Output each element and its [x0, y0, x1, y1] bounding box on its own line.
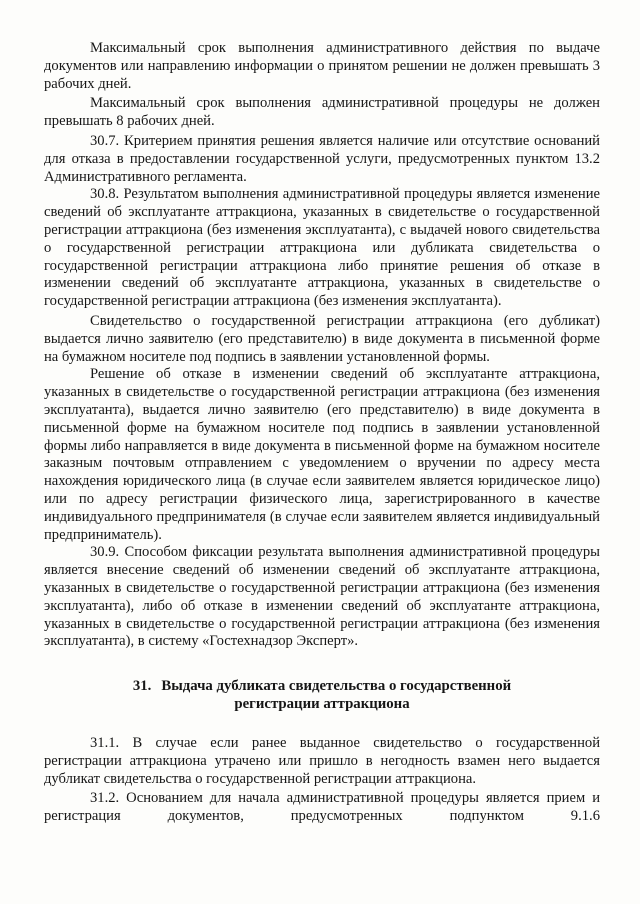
document-body	[44, 40, 600, 826]
paragraph: 31.2. Основанием для начала административной процедуры является прием и регистрация документов, предусмотренных подпунктом 9.1.6	[44, 790, 600, 825]
paragraph: Максимальный срок выполнения административной процедуры не должен превышать 8 рабочих дней.	[44, 95, 600, 130]
section-heading-line-1	[44, 677, 600, 695]
paragraph: Решение об отказе в изменении сведений об эксплуатанте аттракциона, указанных в свидетельстве о государственной регистрации аттракциона (без изменения эксплуатанта), выдается лично заявителю (его представителю) в виде документа в письменной форме на бумажном носителе под подпись в заявлении установленной формы либо направляется в виде документа в письменной форме на бумажном носителе заказным почтовым отправлением с уведомлением о вручении по адресу места нахождения юридического лица (в случае если заявителем является юридическое лицо) или по адресу регистрации физического лица, зарегистрированного в качестве индивидуального предпринимателя (в случае если заявителем является индивидуальный предприниматель).	[44, 366, 600, 543]
section-title-line-1: Выдача дубликата свидетельства о государственной	[161, 678, 512, 695]
paragraph: 31.1. В случае если ранее выданное свидетельство о государственной регистрации аттракциона утрачено или пришло в негодность взамен него выдается дубликат свидетельства о государственной регистрации аттракциона.	[44, 735, 600, 787]
paragraph: Максимальный срок выполнения административного действия по выдаче документов или направлению информации о принятом решении не должен превышать 3 рабочих дней.	[44, 40, 600, 92]
paragraph: 30.9. Способом фиксации результата выполнения административной процедуры является внесение сведений об изменении сведений об эксплуатанте аттракциона, указанных в свидетельстве о государственной регистрации аттракциона (без изменения эксплуатанта), либо об отказе в изменении сведений об эксплуатанте аттракциона, указанных в свидетельстве о государственной регистрации аттракциона (без изменения эксплуатанта), в систему «Гостехнадзор Эксперт».	[44, 544, 600, 650]
section-heading	[44, 677, 600, 713]
section-title-line-2: регистрации аттракциона	[234, 696, 410, 713]
section-number: 31.	[132, 678, 152, 695]
paragraph: Свидетельство о государственной регистрации аттракциона (его дубликат) выдается лично заявителю (его представителю) в виде документа в письменной форме на бумажном носителе под подпись в заявлении установленной формы.	[44, 312, 600, 365]
paragraph: 30.8. Результатом выполнения административной процедуры является изменение сведений об эксплуатанте аттракциона, указанных в свидетельстве о государственной регистрации аттракциона (без изменения эксплуатанта), с выдачей нового свидетельства о государственной регистрации аттракциона или дубликата свидетельства о государственной регистрации аттракциона либо принятие решения об отказе в изменении сведений об эксплуатанте аттракциона, указанных в свидетельстве о государственной регистрации аттракциона (без изменения эксплуатанта).	[44, 186, 600, 310]
paragraph: 30.7. Критерием принятия решения является наличие или отсутствие оснований для отказа в предоставлении государственной услуги, предусмотренных пунктом 13.2 Административного регламента.	[44, 132, 600, 185]
